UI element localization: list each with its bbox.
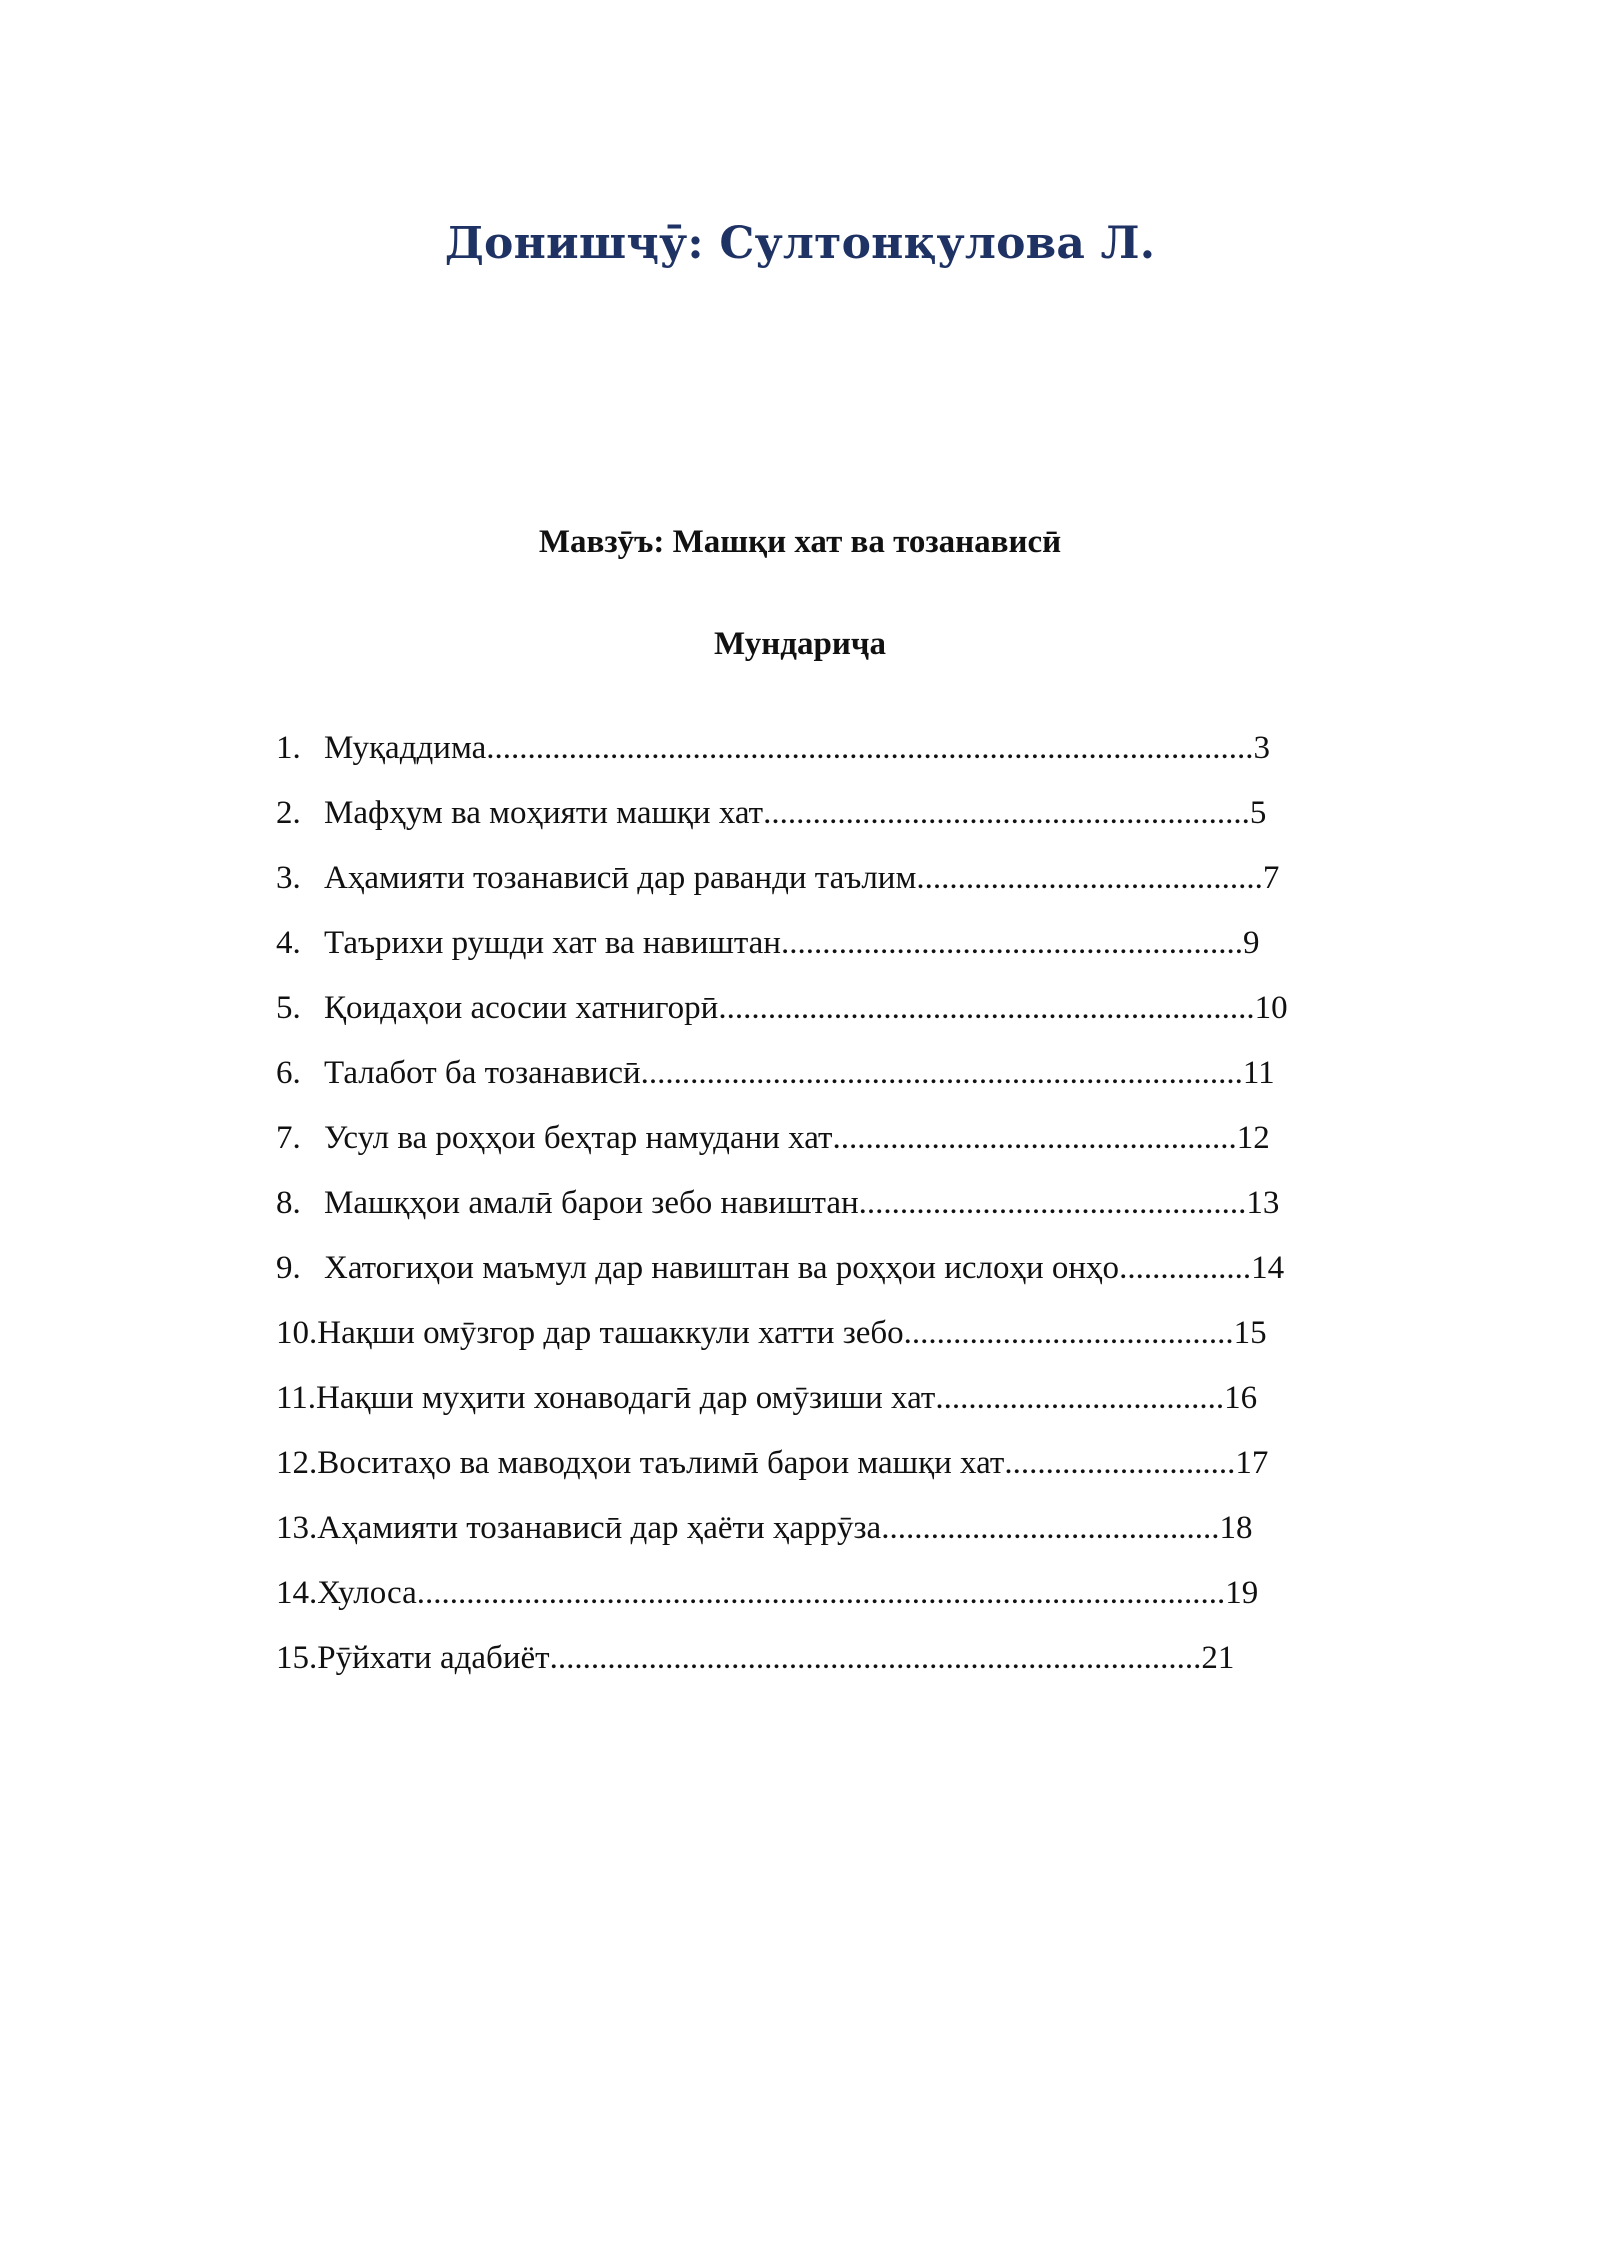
toc-item-title: Хулоса	[317, 1575, 417, 1611]
student-name-line: Донишҷӯ: Султонқулова Л.	[444, 218, 1156, 269]
toc-item-leader: .........................................	[881, 1510, 1220, 1546]
toc-item-number: 15.	[276, 1640, 318, 1676]
toc-item-title: Машқҳои амалӣ барои зебо навиштан	[324, 1185, 859, 1221]
toc-item	[276, 1246, 1456, 1311]
toc-item-page: 10	[1254, 990, 1288, 1026]
toc-item-page: 9	[1242, 925, 1260, 961]
toc-item-number: 11.	[276, 1380, 317, 1416]
toc-item	[276, 1181, 1456, 1246]
toc-item	[276, 1051, 1456, 1116]
toc-item-number: 8.	[276, 1185, 301, 1221]
toc-item-page: 18	[1219, 1510, 1253, 1546]
toc-item-leader: ................	[1119, 1250, 1252, 1286]
toc-item-title: Рӯйхати адабиёт	[317, 1640, 550, 1676]
toc-item-title: Муқаддима	[324, 730, 487, 766]
toc-heading: Мундариҷа	[714, 626, 886, 662]
toc-item	[276, 921, 1456, 986]
toc-item-number: 1.	[276, 730, 301, 766]
toc-item	[276, 1441, 1456, 1506]
toc-item-page: 3	[1253, 730, 1270, 766]
toc-item-title: Хатогиҳои маъмул дар навиштан ва роҳҳои ислоҳи онҳо	[324, 1250, 1120, 1286]
topic-line: Мавзӯъ: Машқи хат ва тозанависӣ	[538, 524, 1062, 560]
toc-item-page: 13	[1246, 1185, 1280, 1221]
toc-item-page: 17	[1235, 1445, 1269, 1481]
toc-item-title: Нақши омӯзгор дар ташаккули хатти зебо	[317, 1315, 904, 1351]
toc-item-leader: .........................................................................	[640, 1055, 1243, 1091]
toc-item-leader: ...........................................................	[763, 795, 1250, 831]
toc-item-number: 13.	[276, 1510, 318, 1546]
toc-item-page: 11	[1242, 1055, 1275, 1091]
toc-item-title: Воситаҳо ва маводҳои таълимӣ барои машқи хат	[317, 1445, 1005, 1481]
toc-item-number: 7.	[276, 1120, 301, 1156]
toc-item-page: 19	[1225, 1575, 1259, 1611]
toc-item-leader: ...............................................	[858, 1185, 1247, 1221]
toc-item-title: Аҳамияти тозанависӣ дар раванди таълим	[324, 860, 917, 896]
toc-item	[276, 1376, 1456, 1441]
toc-item-number: 2.	[276, 795, 301, 831]
toc-item-leader: ...............................................................................	[549, 1640, 1202, 1676]
toc-item	[276, 791, 1456, 856]
toc-item-number: 9.	[276, 1250, 301, 1286]
toc-item	[276, 1116, 1456, 1181]
toc-item-number: 6.	[276, 1055, 301, 1091]
toc-item-leader: .................................................................	[718, 990, 1255, 1026]
toc-item-page: 21	[1201, 1640, 1235, 1676]
toc-item-leader: ........................................	[903, 1315, 1234, 1351]
toc-item-title: Талабот ба тозанависӣ	[324, 1055, 641, 1091]
toc-item-leader: ..........................................	[916, 860, 1263, 896]
toc-item	[276, 856, 1456, 921]
toc-item	[276, 1506, 1456, 1571]
toc-item-leader: ........................................................	[780, 925, 1243, 961]
toc-item-number: 10.	[276, 1315, 318, 1351]
toc-item-number: 14.	[276, 1575, 318, 1611]
toc-item-leader: .............................................................................................	[486, 730, 1254, 766]
toc-item-title: Усул ва роҳҳои беҳтар намудани хат	[324, 1120, 833, 1156]
toc-item	[276, 726, 1456, 791]
toc-item-title: Аҳамияти тозанависӣ дар ҳаёти ҳаррӯза	[317, 1510, 882, 1546]
toc-item-page: 15	[1233, 1315, 1267, 1351]
toc-item-title: Нақши муҳити хонаводагӣ дар омӯзиши хат	[316, 1380, 936, 1416]
toc-item-page: 16	[1224, 1380, 1258, 1416]
toc-item-number: 12.	[276, 1445, 318, 1481]
toc-item-leader: .................................................	[832, 1120, 1237, 1156]
toc-item	[276, 1311, 1456, 1376]
toc-item-title: Таърихи рушди хат ва навиштан	[324, 925, 781, 961]
toc-item-page: 7	[1262, 860, 1280, 896]
toc-item-number: 4.	[276, 925, 301, 961]
toc-item-title: Қоидаҳои асосии хатнигорӣ	[324, 990, 719, 1026]
toc-item-page: 14	[1251, 1250, 1285, 1286]
toc-item-leader: ..................................................................................................	[416, 1575, 1226, 1611]
toc-item-page: 5	[1249, 795, 1267, 831]
toc-item-leader: ............................	[1004, 1445, 1236, 1481]
toc-item-number: 3.	[276, 860, 301, 896]
toc-item	[276, 1636, 1456, 1701]
toc-item-number: 5.	[276, 990, 301, 1026]
toc-item-page: 12	[1236, 1120, 1270, 1156]
toc-item	[276, 986, 1456, 1051]
toc-item-leader: ...................................	[935, 1380, 1225, 1416]
toc-item-title: Мафҳум ва моҳияти машқи хат	[324, 795, 764, 831]
table-of-contents	[276, 726, 1456, 1701]
toc-item	[276, 1571, 1456, 1636]
